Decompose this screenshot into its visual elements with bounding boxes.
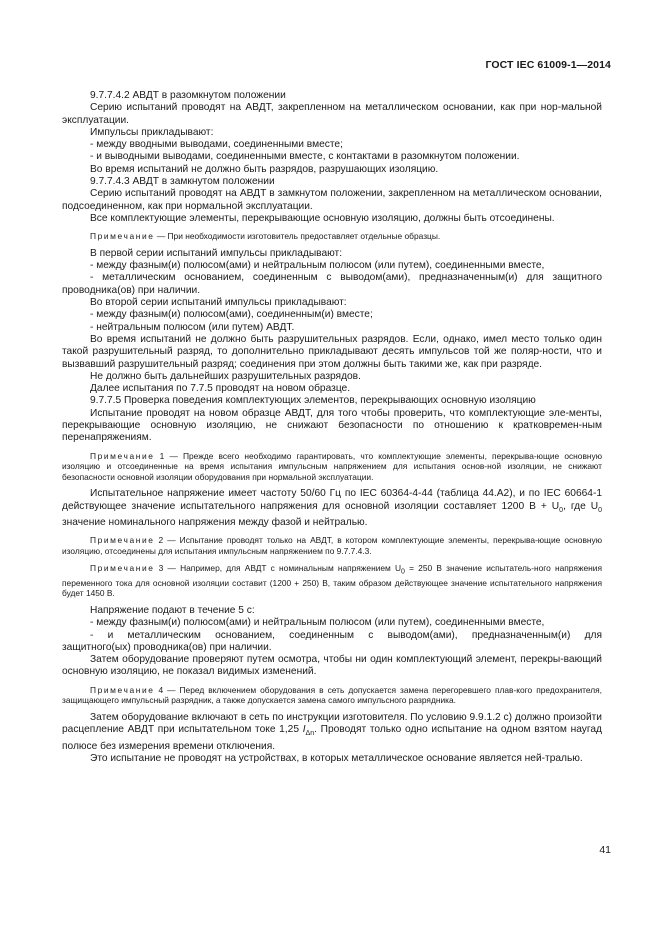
paragraph: Не должно быть дальнейших разрушительных разрядов.: [90, 370, 361, 382]
paragraph: В первой серии испытаний импульсы прикладывают:: [90, 247, 343, 259]
paragraph: - между вводными выводами, соединенными вместе;: [90, 139, 343, 151]
note-text: = 250 В значение испытатель-ного напряжения переменного тока для основной изоляции составит (1200 + 250) В, таким образом действующее значение испытательного напряжения будет 1450 В.: [62, 562, 603, 599]
symbol-subscript: 0: [559, 506, 564, 514]
paragraph: - металлическим основанием, соединенным с выводом(ами), предназначенным(и) для защитного проводника(ов) при наличии.: [62, 272, 602, 296]
paragraph-text: значение номинального напряжения между фазой и нейтралью.: [62, 517, 368, 529]
paragraph: Серию испытаний проводят на АВДТ в замкнутом положении, закрепленном на металлическом основании, подсоединенном, как при нормальной эксплуатации.: [62, 188, 602, 212]
paragraph: - между фазным(и) полюсом(ами) и нейтральным полюсом (или путем), соединенными вместе,: [90, 260, 545, 272]
paragraph: 9.7.7.4.3 АВДТ в замкнутом положении: [90, 176, 275, 188]
paragraph: Импульсы прикладывают:: [90, 126, 214, 138]
paragraph: Серию испытаний проводят на АВДТ, закрепленном на металлическом основании, как при нор-мальной эксплуатации.: [62, 102, 602, 126]
note-3: [62, 563, 602, 599]
symbol-subscript: 0: [598, 506, 602, 514]
symbol-i: I: [302, 724, 306, 736]
paragraph: [62, 712, 602, 753]
symbol-subscript: 0: [401, 568, 405, 576]
paragraph: 9.7.7.4.2 АВДТ в разомкнутом положении: [90, 90, 286, 101]
note-number: 1: [159, 450, 165, 461]
paragraph: - и выводными выводами, соединенными вместе, с контактами в разомкнутом положении.: [90, 151, 520, 163]
paragraph: 9.7.7.5 Проверка поведения комплектующих элементов, перекрывающих основную изоляцию: [90, 395, 536, 407]
symbol-plus-u: + U: [540, 500, 560, 512]
note-number: 4: [158, 684, 164, 695]
symbol-dot: .: [314, 724, 317, 736]
note-text: — Прежде всего необходимо гарантировать, что комплектующие элементы, перекрыва-ющие основную изоляцию и отсоединенные на время испытания импульсным напряжением для испытания основ-ной изоляции, не снижают безопасности основной изоляции оборудования при нормальной эксплуатации.: [62, 450, 603, 482]
paragraph-text: Испытательное напряжение имеет частоту 50/60 Гц по IEC 60364-4-44 (таблица 44.А2), и по IEC 60664-1 действующее значение испытательного напряжения для основной изоляции составляет 1200 В: [62, 488, 602, 512]
standard-header: ГОСТ IEC 61009-1—2014: [485, 59, 611, 71]
paragraph: [62, 488, 602, 529]
note-text: — Испытание проводят только на АВДТ, в котором комплектующие элементы, перекрыва-ющие основную изоляцию, отсоединены для испытания импульсным напряжением по 9.7.7.4.3.: [62, 535, 602, 556]
note-number: 2: [158, 535, 164, 546]
paragraph: Все комплектующие элементы, перекрывающие основную изоляцию, должны быть отсоединены.: [90, 212, 555, 224]
note-0: [62, 231, 602, 242]
note-text: — Перед включением оборудования в сеть допускается замена перегоревшего плав-кого предохранителя, защищающего импульсный разрядник, а также допускается замена самого импульсного разрядника.: [62, 684, 602, 706]
paragraph: Напряжение подают в течение 5 с:: [90, 604, 255, 616]
paragraph: - между фазным(и) полюсом(ами) и нейтральным полюсом (или путем), соединенными вместе,: [90, 617, 545, 629]
paragraph: Во время испытаний не должно быть разрушительных разрядов. Если, однако, имел место только один такой разрушительный разряд, то дополнительно прикладывают десять импульсов той же поляр-ности, что и вызвавший разрушительный разряд; соединения при этом должны быть такими же, как при разряде.: [62, 333, 602, 370]
note-text: — При необходимости изготовитель предоставляет отдельные образцы.: [156, 231, 441, 242]
note-label: Примечание: [90, 562, 155, 573]
page-number: 41: [599, 844, 611, 856]
paragraph: - и металлическим основанием, соединенным с выводом(ами), предназначенным(и) для: [90, 629, 602, 641]
symbol-subscript: Δn: [305, 730, 315, 738]
paragraph-text: Затем оборудование включают в сеть по инструкции изготовителя. По условию 9.9.1.2 c) должно произойти расцепление АВДТ при испытательном токе 1,25: [62, 711, 602, 736]
note-label: Примечание: [90, 535, 155, 546]
note-1: [62, 451, 602, 483]
paragraph: Это испытание не проводят на устройствах, в которых металлическое основание является ней-тралью.: [90, 752, 583, 764]
note-label: Примечание: [90, 231, 155, 242]
paragraph: Во второй серии испытаний импульсы прикладывают:: [90, 297, 347, 309]
paragraph: Испытание проводят на новом образце АВДТ, для того чтобы проверить, что комплектующие эле-менты, перекрывающие основную изоляцию, не снижают безопасности по отношению к кратковремен-ным перенапряжениям.: [62, 407, 602, 444]
paragraph: Далее испытания по 7.7.5 проводят на новом образце.: [90, 383, 351, 395]
note-label: Примечание: [90, 450, 155, 461]
paragraph-text: Проводят только одно испытание на одном взятом наугад полюсе без измерения времени отключения.: [62, 724, 602, 752]
note-label: Примечание: [90, 684, 155, 695]
page-content: [62, 90, 602, 765]
note-text: — Например, для АВДТ с номинальным напряжением U: [167, 562, 402, 573]
note-4: [62, 685, 602, 706]
paragraph: - нейтральным полюсом (или путем) АВДТ.: [90, 321, 295, 333]
paragraph: Во время испытаний не должно быть разрядов, разрушающих изоляцию.: [90, 163, 439, 175]
paragraph: Затем оборудование проверяют путем осмотра, чтобы ни один комплектующий элемент, перекры-вающий основную изоляцию, не показал видимых изменений.: [62, 654, 602, 678]
note-number: 3: [158, 562, 164, 573]
symbol-where-u: , где U: [563, 500, 599, 512]
note-2: [62, 535, 602, 556]
paragraph: защитного(ых) проводника(ов) при наличии.: [62, 641, 272, 653]
paragraph: - между фазным(и) полюсом(ами), соединенным(и) вместе;: [90, 309, 373, 321]
